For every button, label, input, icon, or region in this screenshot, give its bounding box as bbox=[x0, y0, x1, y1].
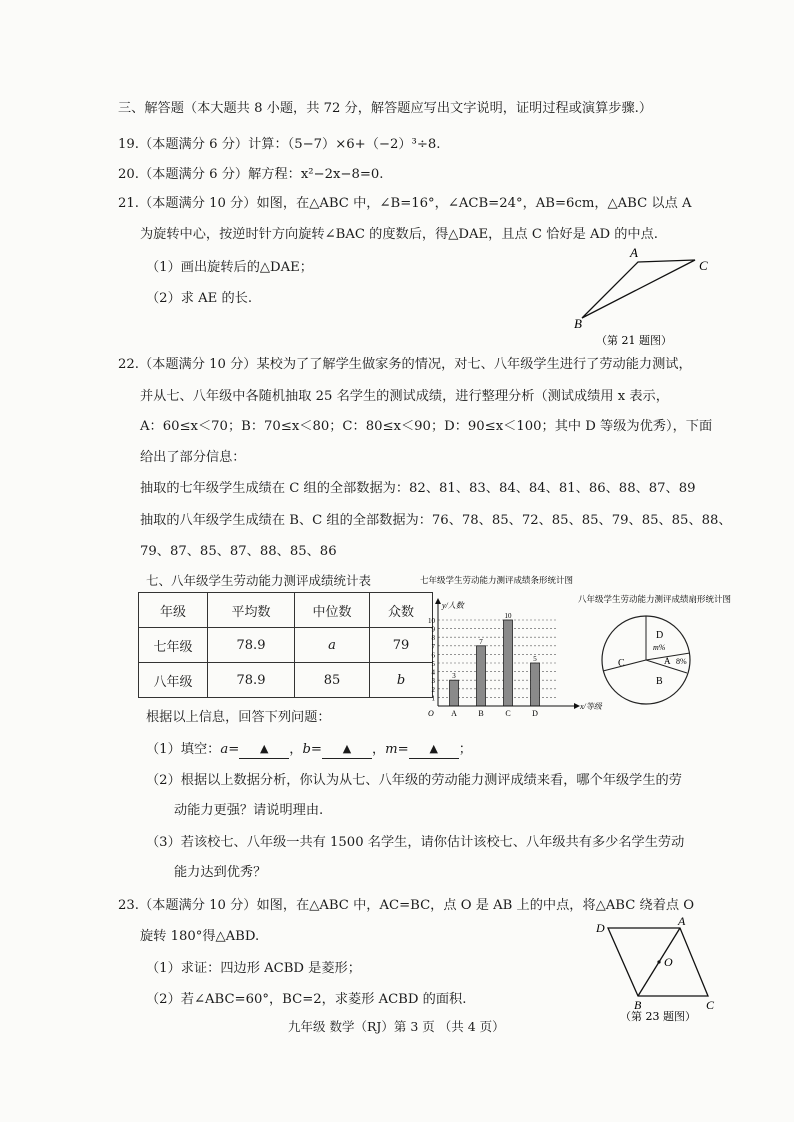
figure-21 bbox=[560, 240, 740, 350]
origin-label: O bbox=[428, 709, 434, 718]
question-text: （本题满分 10 分）如图，在△ABC 中，AC=BC，点 O 是 AB 上的中点，将△ABC 绕着点 O bbox=[138, 898, 695, 913]
table-header: 中位数 bbox=[295, 593, 370, 628]
x-tick-label: D bbox=[532, 709, 538, 718]
table-row bbox=[139, 663, 433, 698]
question-21-sub2: （2）求 AE 的长. bbox=[146, 291, 253, 306]
question-number: 19. bbox=[118, 137, 139, 152]
bar-value-label: 7 bbox=[479, 637, 483, 646]
y-tick-label: 3 bbox=[431, 677, 435, 686]
section-title: 三、解答题（本大题共 8 小题，共 72 分，解答题应写出文字说明，证明过程或演算步骤.） bbox=[118, 101, 653, 116]
question-22-line2: 并从七、八年级中各随机抽取 25 名学生的测试成绩，进行整理分析（测试成绩用 x 表示， bbox=[140, 389, 669, 404]
x-tick-label: C bbox=[505, 709, 511, 718]
question-number: 22. bbox=[118, 357, 139, 372]
var-m: m= bbox=[385, 742, 409, 757]
bar-C bbox=[504, 620, 513, 706]
table-cell: b bbox=[370, 663, 433, 698]
bar-D bbox=[531, 663, 540, 706]
pie-label-d: D bbox=[656, 630, 664, 641]
table-header: 众数 bbox=[370, 593, 433, 628]
bar-chart-title: 七年级学生劳动能力测评成绩条形统计图 bbox=[420, 576, 574, 586]
question-text: （本题满分 10 分）如图，在△ABC 中，∠B=16°，∠ACB=24°，AB=6cm，△ABC 以点 A bbox=[138, 196, 692, 211]
pie-chart bbox=[570, 588, 750, 728]
table-cell: 八年级 bbox=[139, 663, 208, 698]
bar-B bbox=[477, 646, 486, 706]
y-tick-label: 1 bbox=[431, 694, 435, 703]
figure-caption: （第 23 题图） bbox=[620, 1010, 696, 1023]
y-tick-label: 4 bbox=[431, 668, 435, 677]
point-o bbox=[657, 960, 660, 963]
question-22-line1 bbox=[118, 356, 692, 374]
x-tick-label: A bbox=[451, 709, 457, 718]
answer-blank-a[interactable] bbox=[239, 740, 289, 759]
pie-value-a: 8% bbox=[676, 657, 687, 666]
y-tick-label: 10 bbox=[428, 617, 435, 625]
y-tick-label: 7 bbox=[431, 642, 435, 651]
label-b: B bbox=[634, 998, 642, 1012]
question-text: （本题满分 6 分）计算：（5−7）×6+（−2）³÷8. bbox=[138, 137, 441, 152]
bar-chart-bars bbox=[450, 612, 540, 706]
answer-blank-m[interactable] bbox=[409, 740, 459, 759]
question-22-sub3-line1: （3）若该校七、八年级一共有 1500 名学生，请你估计该校七、八年级共有多少名学生劳动 bbox=[146, 835, 685, 850]
sub1-prefix: （1）填空： bbox=[146, 742, 221, 757]
stats-table bbox=[138, 592, 433, 698]
triangle-icon: ▲ bbox=[429, 742, 438, 755]
pie-label-b: B bbox=[656, 676, 663, 687]
bar-value-label: 3 bbox=[452, 672, 456, 681]
table-cell: 78.9 bbox=[208, 663, 295, 698]
label-b: B bbox=[574, 316, 582, 331]
figure-caption: （第 21 题图） bbox=[596, 334, 672, 347]
question-22-sub3-line2: 能力达到优秀？ bbox=[174, 865, 267, 880]
figure-23 bbox=[586, 914, 736, 1024]
var-b: b= bbox=[302, 742, 322, 757]
pie-label-a: A bbox=[664, 656, 671, 666]
question-22-line3: A：60≤x＜70；B：70≤x＜80；C：80≤x＜90；D：90≤x＜100；其中 D 等级为优秀），下面 bbox=[140, 419, 713, 434]
question-22-line7: 79、87、85、87、88、85、86 bbox=[140, 544, 337, 559]
pie-value-d: m% bbox=[653, 643, 666, 652]
question-23-sub2: （2）若∠ABC=60°，BC=2，求菱形 ACBD 的面积. bbox=[146, 992, 467, 1007]
label-c: C bbox=[706, 998, 715, 1012]
question-21-line2: 为旋转中心，按逆时针方向旋转∠BAC 的度数后，得△DAE，且点 C 恰好是 AD 的中点. bbox=[140, 227, 658, 242]
question-22-sub1: （1）填空：a= ▲ ，b= ▲ ，m= ▲ ； bbox=[146, 742, 472, 757]
question-21-sub1: （1）画出旋转后的△DAE； bbox=[146, 260, 313, 275]
y-axis-label: y/人数 bbox=[442, 601, 464, 610]
question-23-line2: 旋转 180°得△ABD. bbox=[140, 929, 260, 944]
label-d: D bbox=[596, 921, 605, 935]
pie-chart-title: 八年级学生劳动能力测评成绩扇形统计图 bbox=[578, 595, 732, 605]
table-cell: 85 bbox=[295, 663, 370, 698]
table-header: 平均数 bbox=[208, 593, 295, 628]
y-axis-arrow bbox=[435, 598, 441, 604]
question-19 bbox=[118, 136, 440, 154]
question-22-line5: 抽取的七年级学生成绩在 C 组的全部数据为：82、81、83、84、84、81、86、88、87、89 bbox=[140, 481, 696, 496]
question-22-line4: 给出了部分信息： bbox=[140, 450, 246, 465]
y-tick-label: 2 bbox=[431, 685, 435, 694]
question-number: 23. bbox=[118, 898, 139, 913]
y-tick-label: 8 bbox=[431, 634, 435, 643]
triangle-abc bbox=[582, 260, 695, 318]
question-20 bbox=[118, 166, 384, 184]
answer-blank-b[interactable] bbox=[322, 740, 372, 759]
question-number: 21. bbox=[118, 196, 139, 211]
table-title: 七、八年级学生劳动能力测评成绩统计表 bbox=[146, 573, 372, 588]
question-22-sub2-line2: 动能力更强？请说明理由. bbox=[174, 803, 324, 818]
label-c: C bbox=[699, 258, 708, 273]
bar-A bbox=[450, 680, 459, 706]
var-a: a= bbox=[220, 742, 240, 757]
table-row bbox=[139, 628, 433, 663]
y-tick-label: 9 bbox=[431, 625, 435, 634]
table-cell: 七年级 bbox=[139, 628, 208, 663]
question-text: （本题满分 6 分）解方程：x²−2x−8=0. bbox=[138, 167, 384, 182]
question-23-line1 bbox=[118, 897, 694, 915]
bar-value-label: 5 bbox=[533, 655, 537, 663]
label-a: A bbox=[630, 245, 638, 260]
table-header-row bbox=[139, 593, 433, 628]
x-tick-label: B bbox=[478, 709, 484, 718]
y-tick-label: 6 bbox=[431, 651, 435, 660]
question-21-line1 bbox=[118, 195, 692, 213]
triangle-icon: ▲ bbox=[260, 742, 269, 755]
question-22-sub2-line1: （2）根据以上数据分析，你认为从七、八年级的劳动能力测评成绩来看，哪个年级学生的劳 bbox=[146, 773, 682, 788]
table-cell: 79 bbox=[370, 628, 433, 663]
pie-label-c: C bbox=[618, 658, 625, 669]
label-o: O bbox=[664, 955, 673, 969]
page-footer: 九年级 数学（RJ）第 3 页 （共 4 页） bbox=[288, 1019, 505, 1034]
table-cell: a bbox=[295, 628, 370, 663]
question-23-sub1: （1）求证：四边形 ACBD 是菱形； bbox=[146, 961, 361, 976]
triangle-icon: ▲ bbox=[342, 742, 352, 755]
y-tick-label: 5 bbox=[431, 660, 435, 668]
table-cell: 78.9 bbox=[208, 628, 295, 663]
x-axis-label: x/等级 bbox=[580, 702, 602, 711]
question-number: 20. bbox=[118, 167, 139, 182]
questions-intro: 根据以上信息，回答下列问题： bbox=[146, 710, 331, 725]
question-22-line6: 抽取的八年级学生成绩在 B、C 组的全部数据为：76、78、85、72、85、85、79、85、85、88、 bbox=[140, 513, 732, 528]
question-text: （本题满分 10 分）某校为了了解学生做家务的情况，对七、八年级学生进行了劳动能力测试， bbox=[138, 357, 692, 372]
label-a: A bbox=[678, 914, 686, 928]
table-header: 年级 bbox=[139, 593, 208, 628]
bar-value-label: 10 bbox=[504, 612, 512, 620]
